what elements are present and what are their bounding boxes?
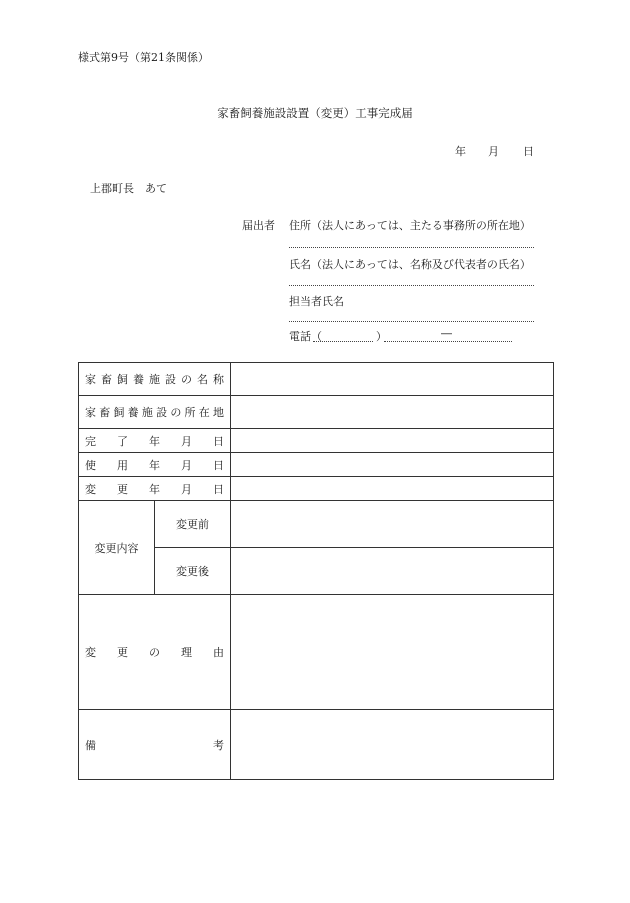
change-date-value[interactable] [231,477,554,501]
form-number: 様式第9号（第21条関係） [78,51,209,64]
row-change-date [79,477,554,501]
contact-person-label: 担当者氏名 [289,295,344,308]
before-change-label: 変更前 [155,501,231,548]
after-change-value[interactable] [231,548,554,595]
row-before-change [79,501,554,548]
completion-date-value[interactable] [231,429,554,453]
applicant-label: 届出者 [242,219,275,232]
contact-person-line[interactable] [289,321,534,322]
address-label: 住所（法人にあっては、主たる事務所の所在地） [289,219,531,232]
phone-area-code-line[interactable] [313,341,373,342]
phone-dash: ― [441,327,452,340]
row-reason [79,595,554,710]
row-facility-name [79,363,554,396]
facility-name-value[interactable] [231,363,554,396]
form-title: 家畜飼養施設設置（変更）工事完成届 [217,106,413,120]
name-label: 氏名（法人にあっては、名称及び代表者の氏名） [289,258,531,271]
phone-close-paren: ） [376,330,387,343]
date-year-label: 年 [455,145,466,158]
address-line[interactable] [289,247,534,248]
completion-date-label: 完了年月日 [79,429,231,453]
reason-value[interactable] [231,595,554,710]
before-change-value[interactable] [231,501,554,548]
row-use-date [79,453,554,477]
row-completion-date [79,429,554,453]
reason-label: 変 更 の 理 由 [79,595,231,710]
change-date-label: 変更年月日 [79,477,231,501]
facility-name-label: 家畜飼養施設の名称 [79,363,231,396]
addressee: 上郡町長 あて [90,182,167,195]
phone-number-line[interactable] [384,341,512,342]
after-change-label: 変更後 [155,548,231,595]
date-month-label: 月 [488,145,499,158]
name-line[interactable] [289,285,534,286]
change-contents-label: 変更内容 [79,501,155,595]
remarks-label: 備 考 [79,710,231,780]
use-date-label: 使用年月日 [79,453,231,477]
remarks-value[interactable] [231,710,554,780]
phone-label: 電話（ [289,330,322,343]
facility-location-value[interactable] [231,396,554,429]
facility-location-label: 家畜飼養施設の所在地 [79,396,231,429]
row-facility-location [79,396,554,429]
use-date-value[interactable] [231,453,554,477]
date-day-label: 日 [523,145,534,158]
row-remarks [79,710,554,780]
application-table [78,362,554,780]
